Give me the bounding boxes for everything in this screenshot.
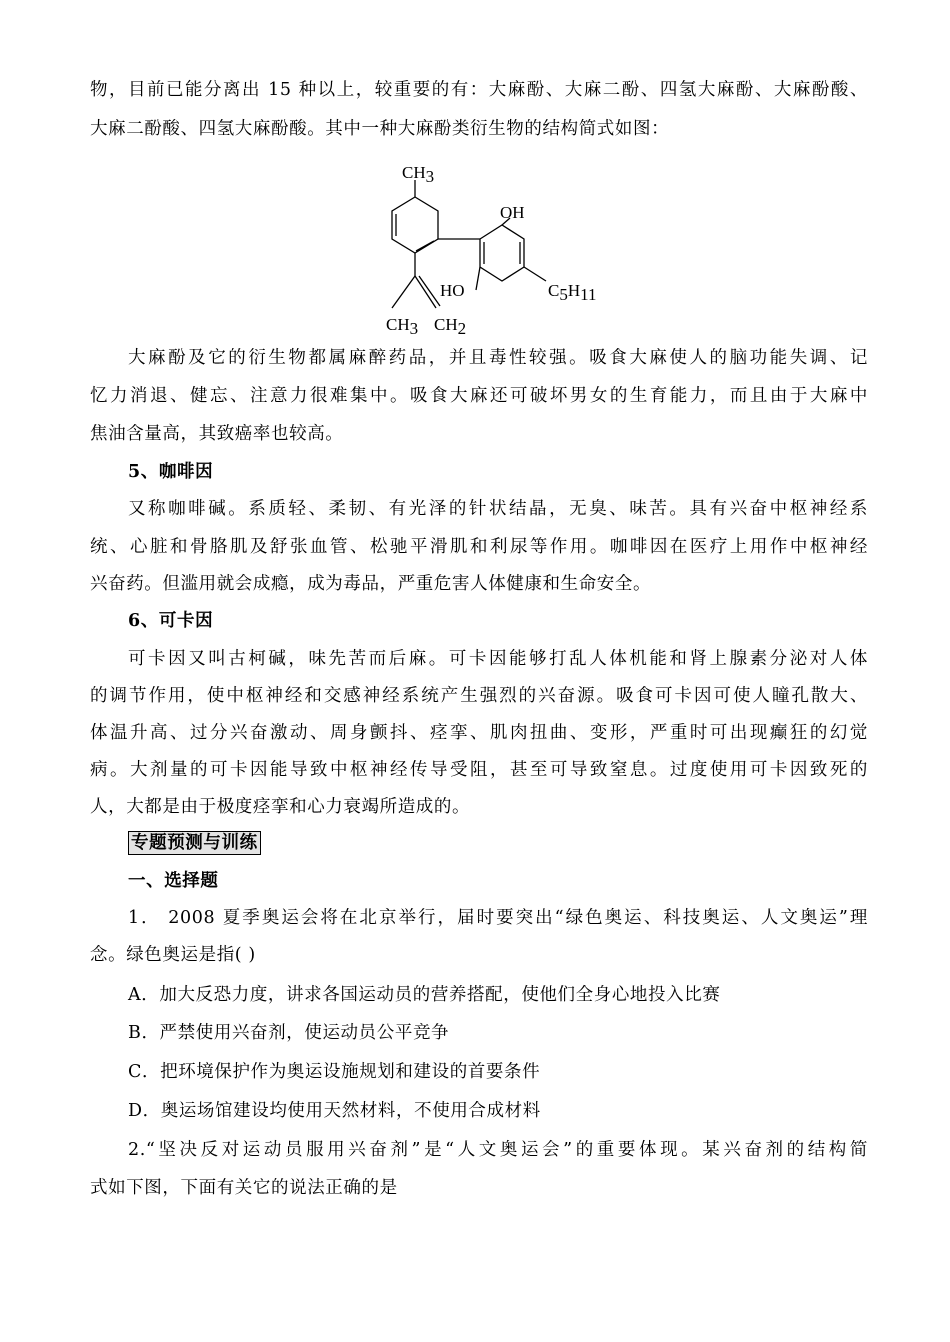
section-title-box: 专题预测与训练 (128, 831, 261, 855)
q1-option-b: B．严禁使用兴奋剂，使运动员公平竞争 (128, 1023, 450, 1043)
cannabis-para-line-2: 忆力消退、健忘、注意力很难集中。吸食大麻还可破坏男女的生育能力，而且由于大麻中 (90, 386, 868, 406)
q1-option-a: A．加大反恐力度，讲求各国运动员的营养搭配，使他们全身心地投入比赛 (128, 985, 721, 1005)
cocaine-line-2: 的调节作用，使中枢神经和交感神经系统产生强烈的兴奋源。吸食可卡因可使人瞳孔散大、 (90, 686, 868, 706)
q1-line-1: 1． 2008 夏季奥运会将在北京举行，届时要突出“绿色奥运、科技奥运、人文奥运”理 (128, 908, 868, 928)
ho-label: HO (440, 281, 465, 300)
cannabis-para-line-1: 大麻酚及它的衍生物都属麻醉药品，并且毒性较强。吸食大麻使人的脑功能失调、记 (128, 348, 868, 368)
cocaine-line-4: 病。大剂量的可卡因能导致中枢神经传导受阻，甚至可导致窒息。过度使用可卡因致死的 (90, 760, 868, 780)
intro-line-1: 物，目前已能分离出 15 种以上，较重要的有：大麻酚、大麻二酚、四氢大麻酚、大麻酚酸、 (90, 80, 868, 100)
q2-line-2: 式如下图，下面有关它的说法正确的是 (90, 1178, 398, 1198)
cocaine-heading: 6、可卡因 (128, 611, 214, 631)
choice-heading: 一、选择题 (128, 871, 219, 891)
caffeine-line-2: 统、心脏和骨胳肌及舒张血管、松驰平滑肌和利尿等作用。咖啡因在医疗上用作中枢神经 (90, 537, 868, 557)
caffeine-line-1: 又称咖啡碱。系质轻、柔韧、有光泽的针状结晶，无臭、味苦。具有兴奋中枢神经系 (128, 499, 868, 519)
structure-bonds (392, 180, 546, 308)
intro-line-2: 大麻二酚酸、四氢大麻酚酸。其中一种大麻酚类衍生物的结构简式如图： (90, 119, 670, 139)
cannabinoid-structure-diagram (380, 160, 620, 340)
q1-option-c: C．把环境保护作为奥运设施规划和建设的首要条件 (128, 1062, 541, 1082)
cannabis-para-line-3: 焦油含量高，其致癌率也较高。 (90, 424, 344, 444)
c5h11-label: C5H11 (548, 281, 597, 304)
cocaine-line-3: 体温升高、过分兴奋激动、周身颤抖、痉挛、肌肉扭曲、变形，严重时可出现癫狂的幻觉 (90, 723, 868, 743)
ch3-top-label: CH3 (402, 163, 435, 186)
q2-line-1: 2.“坚决反对运动员服用兴奋剂”是“人文奥运会”的重要体现。某兴奋剂的结构简 (128, 1140, 868, 1160)
cocaine-line-5: 人，大都是由于极度痉挛和心力衰竭所造成的。 (90, 797, 471, 817)
q1-line-2: 念。绿色奥运是指( ) (90, 945, 256, 965)
ch2-bottom-label: CH2 (434, 315, 467, 338)
cocaine-line-1: 可卡因又叫古柯碱，味先苦而后麻。可卡因能够打乱人体机能和肾上腺素分泌对人体 (128, 649, 868, 669)
q1-option-d: D．奥运场馆建设均使用天然材料，不使用合成材料 (128, 1101, 541, 1121)
oh-label: OH (500, 203, 525, 222)
ch3-bottom-label: CH3 (386, 315, 419, 338)
caffeine-line-3: 兴奋药。但滥用就会成瘾，成为毒品，严重危害人体健康和生命安全。 (90, 574, 652, 594)
caffeine-heading: 5、咖啡因 (128, 462, 214, 482)
section-title (128, 830, 261, 856)
